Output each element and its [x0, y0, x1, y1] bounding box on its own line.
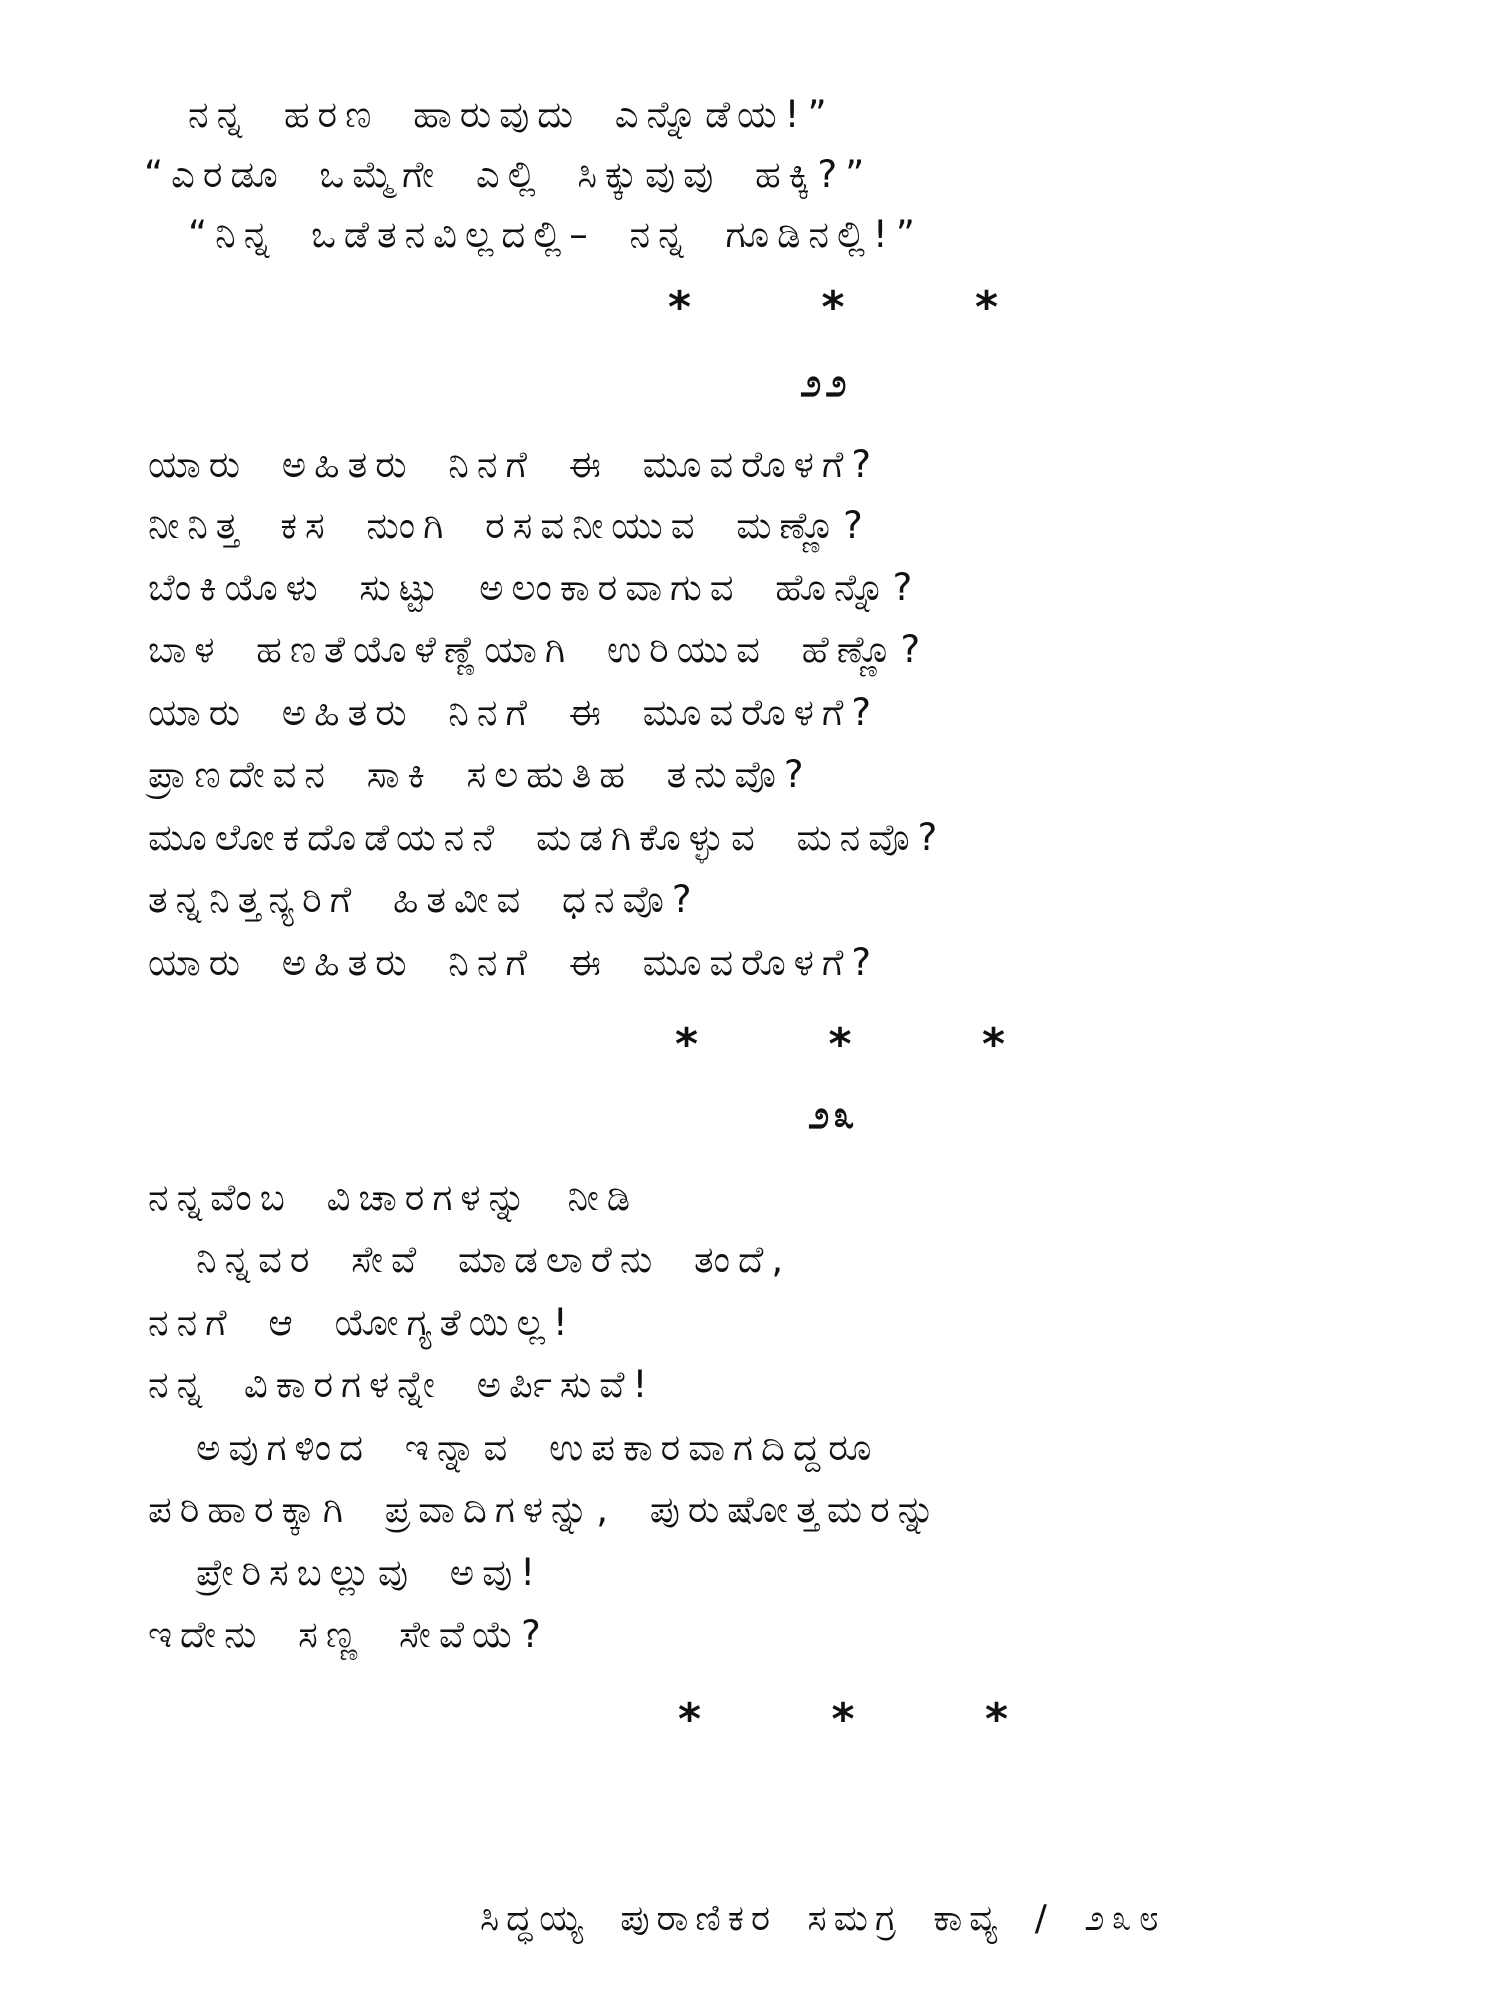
poem-line: ಪರಿಹಾರಕ್ಕಾಗಿ ಪ್ರವಾದಿಗಳನ್ನು, ಪುರುಷೋತ್ತಮರನ್ನು	[148, 1488, 943, 1531]
poem-line: ಪ್ರೇರಿಸಬಲ್ಲುವು ಅವು!	[196, 1551, 544, 1594]
separator-star: *	[984, 1694, 1008, 1745]
section-separator	[678, 1694, 1008, 1745]
poem-line: ಬೆಂಕಿಯೊಳು ಸುಟ್ಟು ಅಲಂಕಾರವಾಗುವ ಹೊನ್ನೊ?	[148, 566, 921, 609]
page-footer	[480, 1897, 1166, 1941]
poem-line: ಇದೇನು ಸಣ್ಣ ಸೇವೆಯೆ?	[148, 1613, 549, 1656]
separator-star: *	[678, 1694, 702, 1745]
section-separator	[675, 1019, 1005, 1070]
poem-line: ನಿನ್ನವರ ಸೇವೆ ಮಾಡಲಾರೆನು ತಂದೆ,	[196, 1238, 792, 1281]
separator-star: *	[668, 282, 692, 333]
poem-line: ಬಾಳ ಹಣತೆಯೊಳೆಣ್ಣೆಯಾಗಿ ಉರಿಯುವ ಹೆಣ್ಣೊ?	[148, 628, 929, 671]
poem-line: ನೀನಿತ್ತ ಕಸ ನುಂಗಿ ರಸವನೀಯುವ ಮಣ್ಣೊ?	[148, 504, 871, 547]
separator-star: *	[974, 282, 998, 333]
poem-line: ಮೂಲೋಕದೊಡೆಯನನೆ ಮಡಗಿಕೊಳ್ಳುವ ಮನವೊ?	[148, 816, 946, 859]
poem-line: ಯಾರು ಅಹಿತರು ನಿನಗೆ ಈ ಮೂವರೊಳಗೆ?	[148, 443, 880, 486]
footer-divider: /	[1034, 1898, 1054, 1939]
poem-line: “ಎರಡೂ ಒಮ್ಮೆಗೇ ಎಲ್ಲಿ ಸಿಕ್ಕುವುವು ಹಕ್ಕಿ?”	[144, 153, 873, 196]
poem-line: ನನ್ನ ಹರಣ ಹಾರುವುದು ಎನ್ನೊಡೆಯ!”	[188, 93, 835, 136]
separator-star: *	[828, 1019, 852, 1070]
separator-star: *	[675, 1019, 699, 1070]
poem-line: ಅವುಗಳಿಂದ ಇನ್ನಾವ ಉಪಕಾರವಾಗದಿದ್ದರೂ	[196, 1426, 880, 1469]
book-title: ಸಿದ್ಧಯ್ಯ ಪುರಾಣಿಕರ ಸಮಗ್ರ ಕಾವ್ಯ	[480, 1898, 1005, 1939]
poem-line: ಯಾರು ಅಹಿತರು ನಿನಗೆ ಈ ಮೂವರೊಳಗೆ?	[148, 691, 880, 734]
separator-star: *	[981, 1019, 1005, 1070]
poem-line: ತನ್ನನಿತ್ತನ್ಯರಿಗೆ ಹಿತವೀವ ಧನವೊ?	[148, 878, 700, 921]
poem-line: ನನ್ನವೆಂಬ ವಿಚಾರಗಳನ್ನು ನೀಡಿ	[148, 1176, 639, 1219]
poem-number: ೨೨	[800, 361, 851, 405]
poem-line: ಪ್ರಾಣದೇವನ ಸಾಕಿ ಸಲಹುತಿಹ ತನುವೊ?	[148, 753, 812, 796]
section-separator	[668, 282, 998, 333]
separator-star: *	[821, 282, 845, 333]
poem-line: ನನ್ನ ವಿಕಾರಗಳನ್ನೇ ಅರ್ಪಿಸುವೆ!	[148, 1363, 656, 1406]
poem-line: “ನಿನ್ನ ಒಡೆತನವಿಲ್ಲದಲ್ಲಿ– ನನ್ನ ಗೂಡಿನಲ್ಲಿ!”	[188, 213, 923, 256]
poem-line: ನನಗೆ ಆ ಯೋಗ್ಯತೆಯಿಲ್ಲ!	[148, 1301, 576, 1344]
separator-star: *	[831, 1694, 855, 1745]
poem-number: ೨೩	[808, 1093, 859, 1137]
poem-line: ಯಾರು ಅಹಿತರು ನಿನಗೆ ಈ ಮೂವರೊಳಗೆ?	[148, 941, 880, 984]
page-number: ೨೩೮	[1084, 1898, 1166, 1939]
